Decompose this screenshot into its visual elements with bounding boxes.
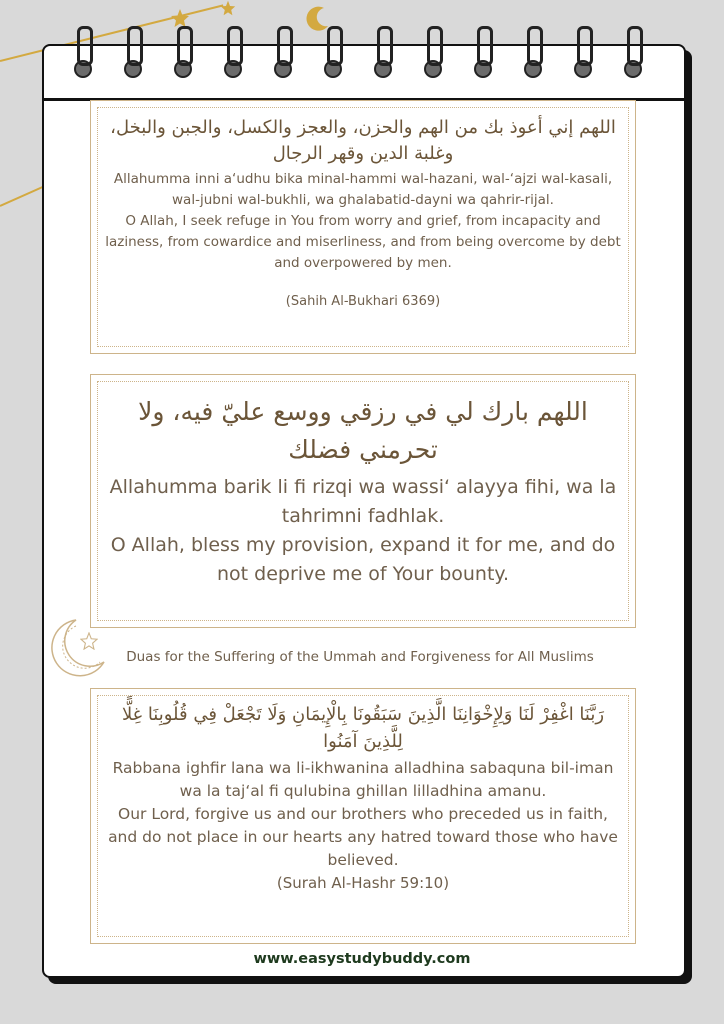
- dua-card-2: [90, 374, 636, 628]
- ring-loop: [577, 26, 593, 66]
- ring-loop: [627, 26, 643, 66]
- footer-website[interactable]: www.easystudybuddy.com: [253, 951, 471, 967]
- dua-arabic: اللهم إني أعوذ بك من الهم والحزن، والعجز والكسل، والجبن والبخل، وغلبة الدين وقهر الرجال: [110, 117, 616, 164]
- star-icon: [220, 0, 236, 16]
- dua-source: (Sahih Al-Bukhari 6369): [285, 294, 441, 309]
- ring-loop: [477, 26, 493, 66]
- dua-translation: O Allah, bless my provision, expand it for me, and do not deprive me of Your bounty.: [110, 534, 616, 585]
- dua-arabic: اللهم بارك لي في رزقي ووسع عليّ فيه، ولا تحرمني فضلك: [138, 397, 588, 464]
- crescent-moon-icon: [18, 176, 44, 202]
- ring-loop: [327, 26, 343, 66]
- dua-translation: Our Lord, forgive us and our brothers who preceded us in faith, and do not place in our hearts any hatred toward those who have believed.: [108, 805, 618, 869]
- ring-loop: [227, 26, 243, 66]
- dua-translation: O Allah, I seek refuge in You from worry and grief, from incapacity and laziness, from cowardice and miserliness, and from being overcome by debt and overpowered by men.: [105, 213, 621, 271]
- ring-loop: [277, 26, 293, 66]
- dua-source: (Surah Al-Hashr 59:10): [276, 874, 450, 892]
- dua-card-3: [90, 688, 636, 944]
- crescent-moon-icon: [0, 84, 24, 108]
- ring-loop: [177, 26, 193, 66]
- dua-card-1: [90, 100, 636, 354]
- ring-loop: [527, 26, 543, 66]
- dua-arabic: رَبَّنَا اغْفِرْ لَنَا وَلِإِخْوَانِنَا الَّذِينَ سَبَقُونَا بِالْإِيمَانِ وَلَا تَجْعَلْ فِي قُلُوبِنَا غِلًّا لِلَّذِينَ آمَنُوا: [121, 704, 605, 752]
- ring-loop: [377, 26, 393, 66]
- dua-transliteration: Rabbana ighfir lana wa li-ikhwanina alladhina sabaquna bil-iman wa la taj‘al fi qulubina ghillan lilladhina amanu.: [112, 759, 614, 800]
- dua-transliteration: Allahumma inni a‘udhu bika minal-hammi wal-hazani, wal-‘ajzi wal-kasali, wal-jubni wal-bukhli, wa ghalabatid-dayni wa qahrir-rijal.: [113, 171, 613, 208]
- ring-loop: [127, 26, 143, 66]
- star-icon: [170, 8, 190, 28]
- ring-loop: [77, 26, 93, 66]
- dua-transliteration: Allahumma barik li fi rizqi wa wassi‘ alayya fihi, wa la tahrimni fadhlak.: [109, 476, 617, 527]
- section-heading: Duas for the Suffering of the Ummah and Forgiveness for All Muslims: [126, 649, 594, 665]
- star-icon: [80, 632, 98, 650]
- ring-loop: [427, 26, 443, 66]
